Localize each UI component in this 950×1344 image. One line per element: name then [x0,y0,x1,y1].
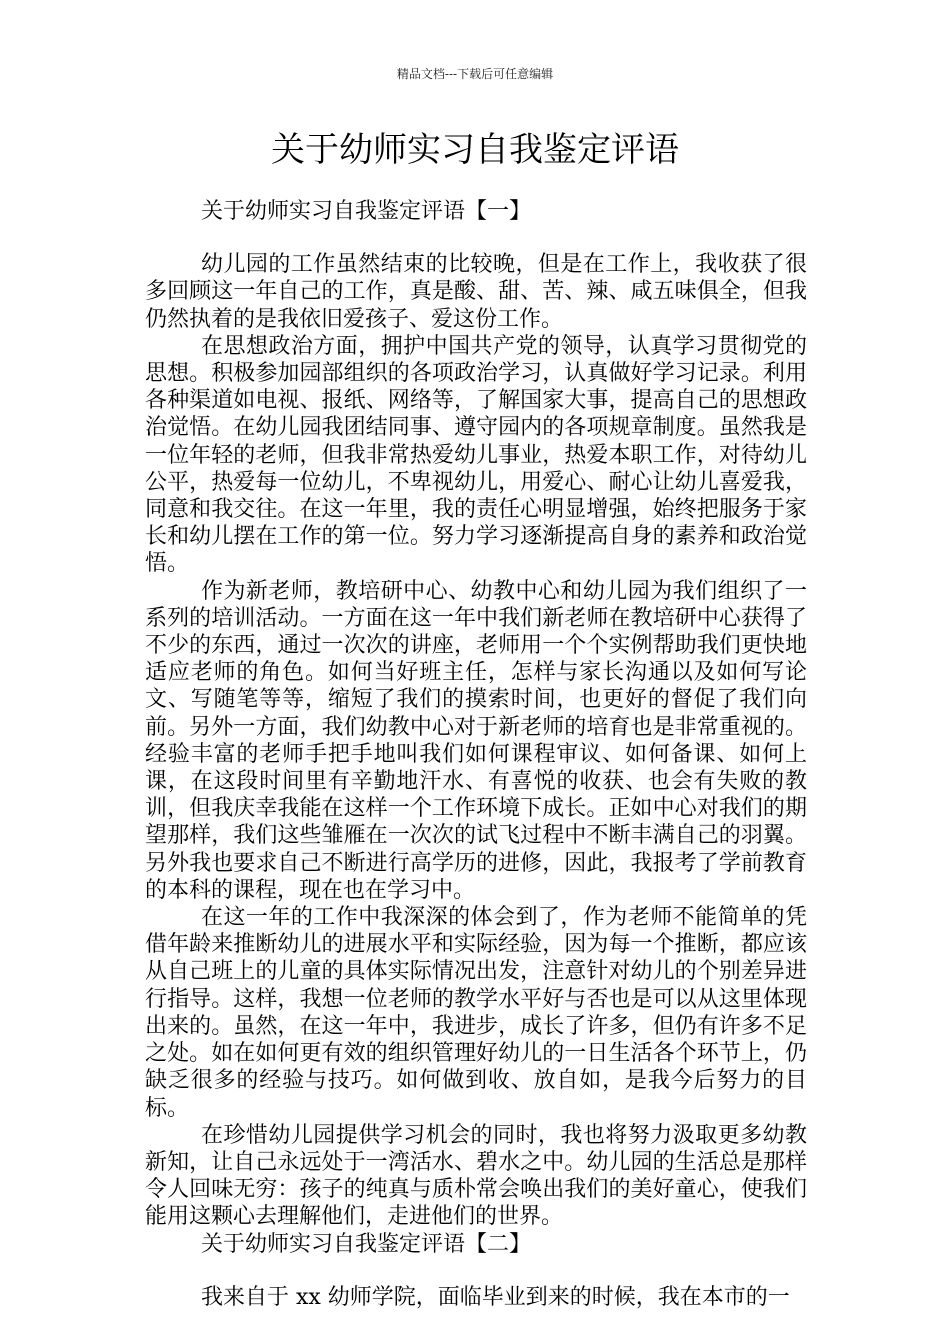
section-heading-1: 关于幼师实习自我鉴定评语【一】 [201,199,532,224]
paragraph: 在这一年的工作中我深深的体会到了，作为老师不能简单的凭借年龄来推断幼儿的进展水平和实际经验，因为每一个推断，都应该从自己班上的儿童的具体实际情况出发，注意针对幼儿的个别差异进行指导。这样，我想一位老师的教学水平好与否也是可以从这里体现出来的。虽然，在这一年中，我进步，成长了许多，但仍有许多不足之处。如在如何更有效的组织管理好幼儿的一日生活各个环节上，仍缺乏很多的经验与技巧。如何做到收、放自如，是我今后努力的目标。 [145,905,807,1121]
paragraph: 我来自于 xx 幼师学院，面临毕业到来的时候，我在本市的一 [201,1284,790,1310]
paragraph: 在思想政治方面，拥护中国共产党的领导，认真学习贯彻党的思想。积极参加园部组织的各项政治学习，认真做好学习记录。利用各种渠道如电视、报纸、网络等，了解国家大事，提高自己的思想政治觉悟。在幼儿园我团结同事、遵守园内的各项规章制度。虽然我是一位年轻的老师，但我非常热爱幼儿事业，热爱本职工作，对待幼儿公平，热爱每一位幼儿，不卑视幼儿，用爱心、耐心让幼儿喜爱我，同意和我交往。在这一年里，我的责任心明显增强，始终把服务于家长和幼儿摆在工作的第一位。努力学习逐渐提高自身的素养和政治觉悟。 [145,333,807,577]
paragraph: 作为新老师，教培研中心、幼教中心和幼儿园为我们组织了一系列的培训活动。一方面在这一年中我们新老师在教培研中心获得了不少的东西，通过一次次的讲座，老师用一个个实例帮助我们更快地适应老师的角色。如何当好班主任，怎样与家长沟通以及如何写论文、写随笔等等，缩短了我们的摸索时间，也更好的督促了我们向前。另外一方面，我们幼教中心对于新老师的培育也是非常重视的。经验丰富的老师手把手地叫我们如何课程审议、如何备课、如何上课，在这段时间里有辛勤地汗水、有喜悦的收获、也会有失败的教训，但我庆幸我能在这样一个工作环境下成长。正如中心对我们的期望那样，我们这些雏雁在一次次的试飞过程中不断丰满自己的羽翼。另外我也要求自己不断进行高学历的进修，因此，我报考了学前教育的本科的课程，现在也在学习中。 [145,578,807,903]
document-body [145,198,807,1311]
document-title: 关于幼师实习自我鉴定评语 [271,130,679,170]
paragraph: 在珍惜幼儿园提供学习机会的同时，我也将努力汲取更多幼教新知，让自己永远处于一湾活水、碧水之中。幼儿园的生活总是那样令人回味无穷：孩子的纯真与质朴常会唤出我们的美好童心，使我们能用这颗心去理解他们，走进他们的世界。 [145,1122,807,1230]
header-note: 精品文档---下载后可任意编辑 [396,67,554,81]
paragraph: 幼儿园的工作虽然结束的比较晚，但是在工作上，我收获了很多回顾这一年自己的工作，真是酸、甜、苦、辣、咸五味俱全，但我仍然执着的是我依旧爱孩子、爱这份工作。 [145,252,807,332]
section-heading-2: 关于幼师实习自我鉴定评语【二】 [201,1231,532,1257]
